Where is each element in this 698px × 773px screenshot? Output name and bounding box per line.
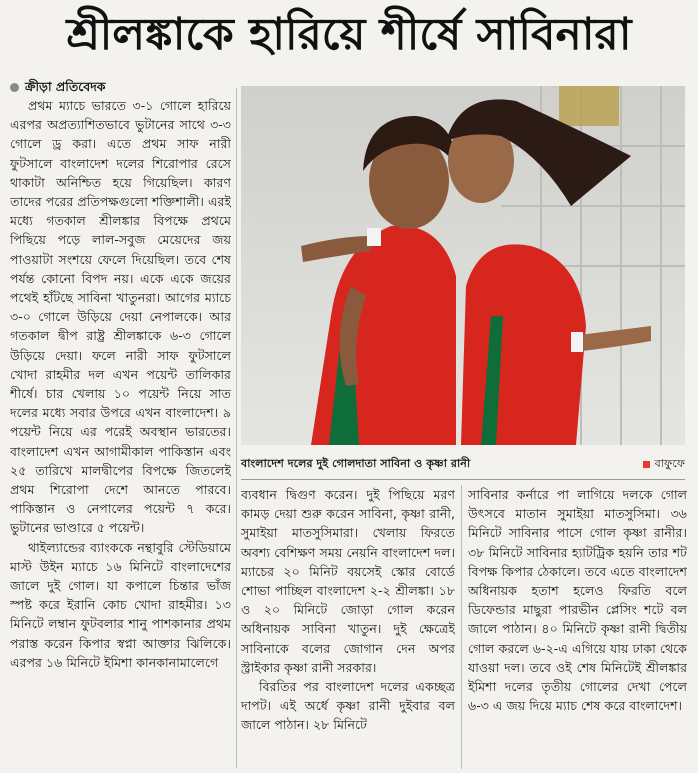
- article-column-3: [468, 485, 687, 773]
- paragraph: প্রথম ম্যাচে ভারতে ৩-১ গোলে হারিয়ে এরপর অপ্রত্যাশিতভাবে ভুটানের সাথে ৩-৩ গোলে ড্র করা। এতে প্রথম সাফ নারী ফুটসালে বাংলাদেশ দলের শিরোপার রেসে থাকাটা অনিশ্চিত হয়ে গিয়েছিল। কারণ তাদের পরের প্রতিপক্ষগুলো শক্তিশালী। এরই মধ্যে গতকাল শ্রীলঙ্কার বিপক্ষে প্রথমে পিছিয়ে পড়ে লাল-সবুজ মেয়েদের জয় পাওয়াটা সংশয়ে ফেলে দিয়েছিল। তবে শেষ পর্যন্ত কোনো বিপদ নয়। একে একে জয়ের পথেই হাঁটছে সাবিনা খাতুনরা। আগের ম্যাচে ৩-০ গোলে উড়িয়ে দেয়া নেপালকে। আর গতকাল দ্বীপ রাষ্ট্র শ্রীলঙ্কাকে ৬-৩ গোলে উড়িয়ে দেয়া। ফলে নারী সাফ ফুটসালে খোদা রাহমীর দল এখন পয়েন্ট তালিকার শীর্ষে। চার খেলায় ১০ পয়েন্ট নিয়ে সাত দলের মধ্যে সবার উপরে এখন বাংলাদেশ। ৯ পয়েন্ট নিয়ে এর পরেই অবস্থান ভারতের। বাংলাদেশ এখন আগামীকাল পাকিস্তান এবং ২৫ তারিখে মালদ্বীপের বিপক্ষে জিতলেই প্রথম শিরোপা দেশে আনতে পারবে। পাকিস্তান ও নেপালের পয়েন্ট ৭ করে। ভুটানের ভাণ্ডারে ৫ পয়েন্ট।: [10, 98, 231, 536]
- article-column-2: [241, 485, 455, 773]
- article-column-1: [10, 96, 231, 773]
- column-divider: [461, 485, 462, 769]
- column-divider: [236, 88, 237, 768]
- paragraph: বিরতির পর বাংলাদেশ দলের একচ্ছত্র দাপট। এই অর্ধে কৃষ্ণা রানী দুইবার বল জালে পাঠান। ২৮ মিনিটে: [241, 679, 455, 733]
- byline: [10, 78, 230, 96]
- photo-credit: [643, 455, 685, 474]
- article-photo: [241, 86, 685, 445]
- photo-caption: বাংলাদেশ দলের দুই গোলদাতা সাবিনা ও কৃষ্ণা রানী: [241, 456, 471, 470]
- players-photo: [241, 86, 685, 445]
- paragraph: থাইল্যান্ডের ব্যাংককে নন্থাবুরি স্টেডিয়ামে মাস্ট উইন ম্যাচে ১৬ মিনিটে বাংলাদেশের জালে দুই গোল। যা কপালে চিন্তার ভাঁজ স্পষ্ট করে ইরানি কোচ খোদা রাহমীর। ১৩ মিনিটে লম্বান ফুটবলার শানু পাশকানার প্রথম পরাস্ত করেন কিপার স্বপ্না আক্তার ঝিলিকে। এরপর ১৬ মিনিটে ইমিশা কানকানামালেগে: [10, 539, 231, 670]
- credit-marker-icon: [643, 461, 650, 468]
- byline-text: ক্রীড়া প্রতিবেদক: [25, 79, 106, 94]
- caption-rule: [241, 479, 685, 480]
- photo-credit-text: বাফুফে: [654, 456, 685, 470]
- headline: শ্রীলঙ্কাকে হারিয়ে শীর্ষে সাবিনারা: [66, 8, 632, 60]
- paragraph: ব্যবধান দ্বিগুণ করেন। দুই পিছিয়ে মরণ কামড় দেয়া শুরু করেন সাবিনা, কৃষ্ণা রানী, সুমাইয়া মাতসুসিমারা। খেলায় ফিরতে অবশ্য বেশিক্ষণ সময় নেয়নি বাংলাদেশ দল। ম্যাচের ২০ মিনিট বয়সেই স্কোর বোর্ডে শোভা পাচ্ছিল বাংলাদেশ ২-২ শ্রীলঙ্কা। ১৮ ও ২০ মিনিটে জোড়া গোল করেন অধিনায়ক সাবিনা খাতুন। দুই ক্ষেত্রেই সাবিনাকে বলের জোগান দেন অপর স্ট্রাইকার কৃষ্ণা রানী সরকার।: [241, 487, 455, 675]
- paragraph: সাবিনার কর্নারে পা লাগিয়ে দলকে গোল উৎসবে মাতান সুমাইয়া মাতসুসিমা। ৩৬ মিনিটে সাবিনার পাসে গোল কৃষ্ণা রানীর। ৩৮ মিনিটে সাবিনার হ্যাটট্রিক হয়নি তার শট বিপক্ষ কিপার ঠেকালে। তবে এতে বাংলাদেশ অধিনায়ক হতাশ হলেও ফিরতি বলে ডিফেন্ডার মাছুরা পারভীন প্লেসিং শটে বল জালে পাঠান। ৪০ মিনিটে কৃষ্ণা রানী দ্বিতীয় গোল করলে ৬-২-এ এগিয়ে যায় ঢাকা থেকে যাওয়া দল। তবে ওই শেষ মিনিটেই শ্রীলঙ্কার ইমিশা দলের তৃতীয় গোলের দেখা পেলে ৬-৩ এ জয় দিয়ে ম্যাচ শেষ করে বাংলাদেশ।: [468, 487, 687, 714]
- bullet-icon: [10, 83, 19, 92]
- photo-caption-row: [241, 454, 685, 474]
